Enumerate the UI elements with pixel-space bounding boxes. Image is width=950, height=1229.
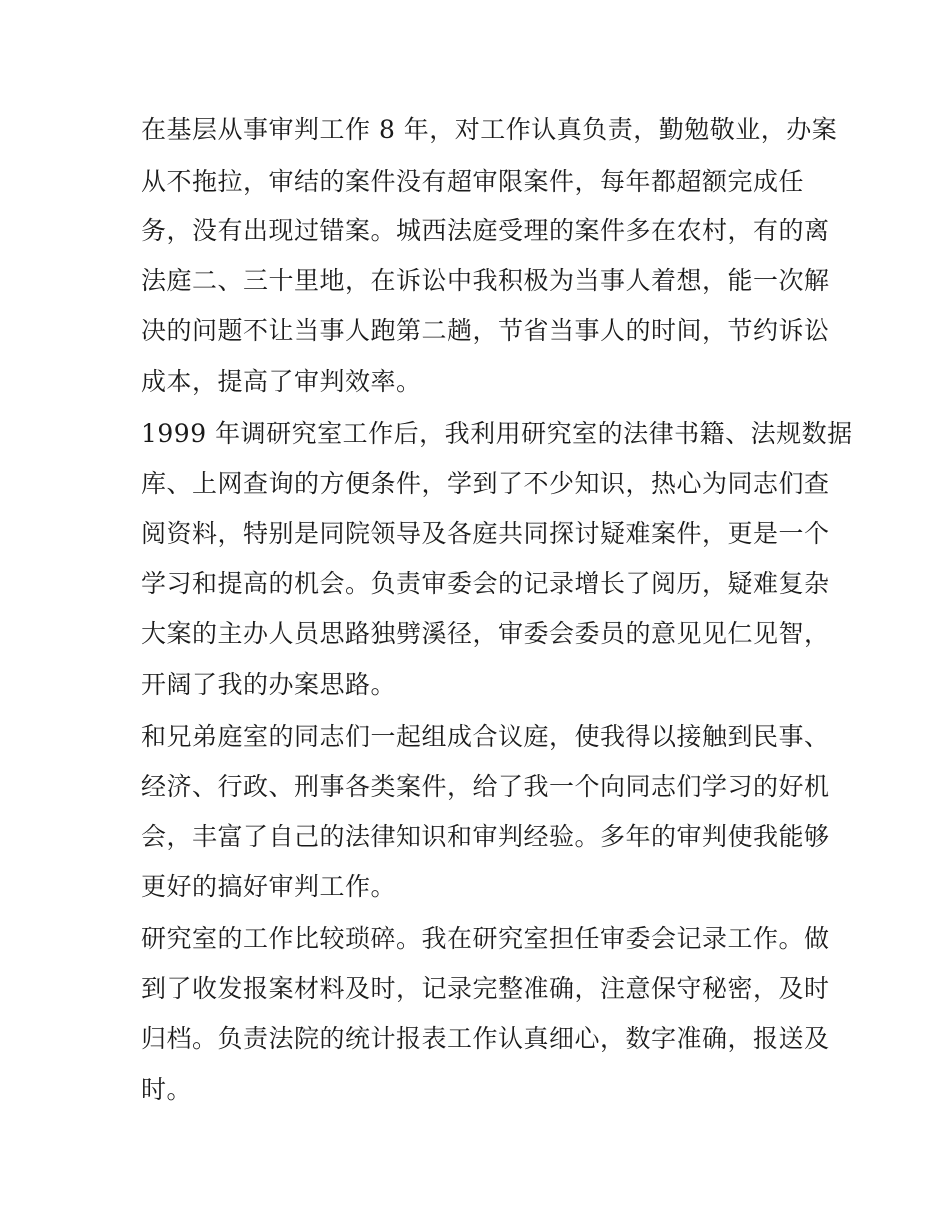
paragraph-3-line-2: 经济、行政、刑事各类案件，给了我一个向同志们学习的好机 bbox=[141, 772, 830, 801]
paragraph-1-line-3: 务，没有出现过错案。城西法庭受理的案件多在农村，有的离 bbox=[141, 216, 830, 245]
paragraph-3-line-4: 更好的搞好审判工作。 bbox=[141, 872, 397, 901]
paragraph-1-line-5: 决的问题不让当事人跑第二趟，节省当事人的时间，节约诉讼 bbox=[141, 316, 830, 345]
paragraph-2-line-3: 阅资料，特别是同院领导及各庭共同探讨疑难案件，更是一个 bbox=[141, 519, 830, 548]
paragraph-2-line-5: 大案的主办人员思路独劈溪径，审委会委员的意见见仁见智， bbox=[141, 619, 830, 648]
paragraph-2-line-6: 开阔了我的办案思路。 bbox=[141, 670, 397, 699]
paragraph-3-line-1: 和兄弟庭室的同志们一起组成合议庭，使我得以接触到民事、 bbox=[141, 722, 830, 751]
paragraph-4-line-4: 时。 bbox=[141, 1075, 193, 1104]
paragraph-4-line-2: 到了收发报案材料及时，记录完整准确，注意保守秘密，及时 bbox=[141, 974, 830, 1003]
paragraph-4-line-3: 归档。负责法院的统计报表工作认真细心，数字准确，报送及 bbox=[141, 1024, 830, 1053]
paragraph-1-line-2: 从不拖拉，审结的案件没有超审限案件，每年都超额完成任 bbox=[141, 167, 805, 196]
paragraph-2-line-1: 1999 年调研究室工作后，我利用研究室的法律书籍、法规数据 bbox=[141, 419, 853, 448]
paragraph-4-line-1: 研究室的工作比较琐碎。我在研究室担任审委会记录工作。做 bbox=[141, 924, 830, 953]
paragraph-2-line-2: 库、上网查询的方便条件，学到了不少知识，热心为同志们查 bbox=[141, 469, 830, 498]
paragraph-1-line-1: 在基层从事审判工作 8 年，对工作认真负责，勤勉敬业，办案 bbox=[141, 115, 838, 144]
paragraph-1-line-6: 成本，提高了审判效率。 bbox=[141, 367, 422, 396]
paragraph-2-line-4: 学习和提高的机会。负责审委会的记录增长了阅历，疑难复杂 bbox=[141, 569, 830, 598]
paragraph-3-line-3: 会，丰富了自己的法律知识和审判经验。多年的审判使我能够 bbox=[141, 822, 830, 851]
paragraph-1-line-4: 法庭二、三十里地，在诉讼中我积极为当事人着想，能一次解 bbox=[141, 266, 830, 295]
